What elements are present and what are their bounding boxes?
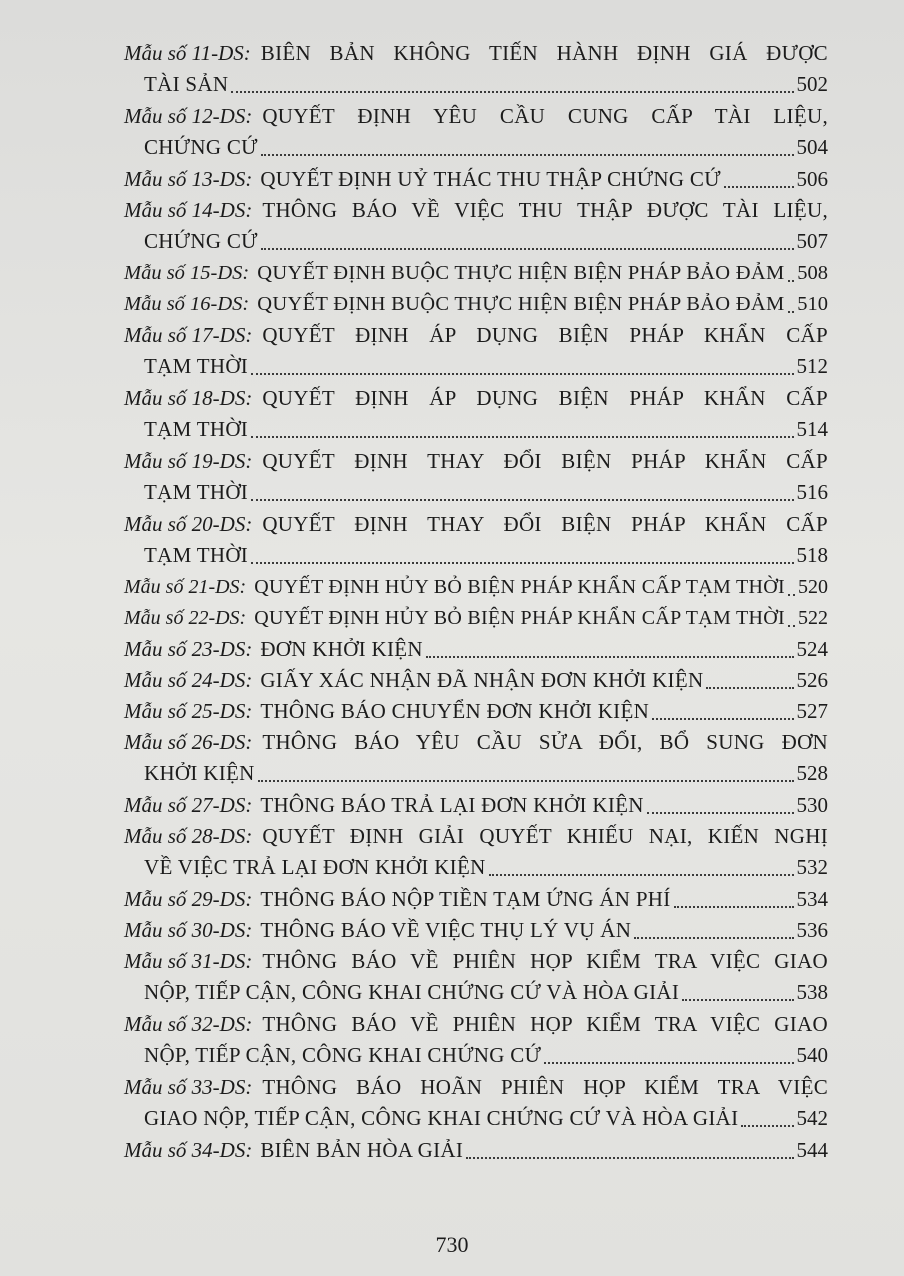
entry-title: THÔNG BÁO VỀ VIỆC THU THẬP ĐƯỢC TÀI LIỆU,: [262, 198, 828, 222]
toc-entry: [124, 1009, 828, 1072]
dot-leader: [682, 999, 793, 1001]
entry-title: QUYẾT ĐỊNH THAY ĐỔI BIỆN PHÁP KHẨN CẤP: [262, 449, 828, 473]
entry-page: 536: [796, 918, 828, 942]
entry-code: Mẫu số 20-DS:: [124, 512, 253, 536]
entry-page: 526: [796, 668, 828, 692]
toc-entry: [124, 821, 828, 884]
dot-leader: [251, 436, 793, 438]
entry-page: 530: [796, 793, 828, 817]
toc-entry: [124, 1072, 828, 1135]
entry-page: 538: [796, 980, 828, 1004]
entry-page: 532: [796, 855, 828, 879]
entry-title-continued: NỘP, TIẾP CẬN, CÔNG KHAI CHỨNG CỨ: [144, 1043, 542, 1067]
entry-page: 534: [796, 887, 828, 911]
entry-page: 540: [796, 1043, 828, 1067]
dot-leader: [652, 718, 793, 720]
toc-entry: [124, 572, 828, 603]
dot-leader: [634, 937, 793, 939]
entry-code: Mẫu số 29-DS:: [124, 887, 253, 911]
entry-page: 502: [796, 72, 828, 96]
entry-title-continued: KHỞI KIỆN: [144, 761, 255, 785]
entry-code: Mẫu số 26-DS:: [124, 730, 253, 754]
dot-leader: [788, 280, 795, 282]
entry-title-continued: TẠM THỜI: [144, 543, 249, 567]
entry-code: Mẫu số 18-DS:: [124, 386, 253, 410]
entry-title: THÔNG BÁO CHUYỂN ĐƠN KHỞI KIỆN: [260, 699, 650, 723]
entry-code: Mẫu số 31-DS:: [124, 949, 253, 973]
toc-entry: [124, 164, 828, 195]
entry-page: 514: [796, 417, 828, 441]
dot-leader: [706, 687, 793, 689]
entry-title-continued: NỘP, TIẾP CẬN, CÔNG KHAI CHỨNG CỨ VÀ HÒA GIẢI: [144, 980, 680, 1004]
entry-page: 520: [798, 576, 828, 598]
entry-code: Mẫu số 28-DS:: [124, 824, 253, 848]
entry-code: Mẫu số 16-DS:: [124, 293, 250, 315]
dot-leader: [466, 1157, 793, 1159]
entry-title: THÔNG BÁO VỀ PHIÊN HỌP KIỂM TRA VIỆC GIAO: [262, 1012, 828, 1036]
dot-leader: [741, 1125, 793, 1127]
entry-page: 507: [796, 229, 828, 253]
entry-title-continued: CHỨNG CỨ: [144, 135, 258, 159]
entry-code: Mẫu số 13-DS:: [124, 167, 253, 191]
entry-code: Mẫu số 12-DS:: [124, 104, 253, 128]
toc-entry: [124, 915, 828, 946]
toc-entry: [124, 884, 828, 915]
entry-page: 544: [796, 1138, 828, 1162]
entry-page: 527: [796, 699, 828, 723]
toc-entry: [124, 790, 828, 821]
toc-entry: [124, 727, 828, 790]
dot-leader: [647, 812, 794, 814]
entry-title-continued: TÀI SẢN: [144, 72, 229, 96]
entry-page: 512: [796, 354, 828, 378]
entry-page: 528: [796, 761, 828, 785]
dot-leader: [231, 91, 793, 93]
toc-entry: [124, 38, 828, 101]
entry-code: Mẫu số 32-DS:: [124, 1012, 253, 1036]
dot-leader: [261, 248, 794, 250]
toc-entry: [124, 320, 828, 383]
entry-code: Mẫu số 33-DS:: [124, 1075, 253, 1099]
dot-leader: [251, 562, 793, 564]
dot-leader: [489, 874, 794, 876]
entry-code: Mẫu số 27-DS:: [124, 793, 253, 817]
entry-page: 508: [797, 262, 828, 284]
toc-entry: [124, 665, 828, 696]
dot-leader: [426, 656, 794, 658]
entry-title-continued: GIAO NỘP, TIẾP CẬN, CÔNG KHAI CHỨNG CỨ VÀ HÒA GIẢI: [144, 1106, 739, 1130]
entry-title: QUYẾT ĐỊNH ÁP DỤNG BIỆN PHÁP KHẨN CẤP: [262, 386, 828, 410]
toc-entry: [124, 258, 828, 289]
entry-title: BIÊN BẢN KHÔNG TIẾN HÀNH ĐỊNH GIÁ ĐƯỢC: [260, 41, 828, 65]
entry-title-continued: CHỨNG CỨ: [144, 229, 258, 253]
entry-title: QUYẾT ĐỊNH BUỘC THỰC HIỆN BIỆN PHÁP BẢO ĐẢM: [257, 293, 785, 315]
entry-code: Mẫu số 23-DS:: [124, 637, 253, 661]
toc-entry: [124, 383, 828, 446]
entry-code: Mẫu số 34-DS:: [124, 1138, 253, 1162]
entry-page: 510: [797, 293, 828, 315]
entry-title: THÔNG BÁO VỀ VIỆC THỤ LÝ VỤ ÁN: [260, 918, 632, 942]
entry-title-continued: VỀ VIỆC TRẢ LẠI ĐƠN KHỞI KIỆN: [144, 855, 486, 879]
toc-entry: [124, 446, 828, 509]
entry-code: Mẫu số 17-DS:: [124, 323, 253, 347]
toc-entry: [124, 289, 828, 320]
entry-title-continued: TẠM THỜI: [144, 417, 249, 441]
entry-page: 524: [796, 637, 828, 661]
entry-title: THÔNG BÁO NỘP TIỀN TẠM ỨNG ÁN PHÍ: [260, 887, 671, 911]
entry-code: Mẫu số 19-DS:: [124, 449, 253, 473]
toc-entry: [124, 603, 828, 634]
entry-code: Mẫu số 22-DS:: [124, 607, 247, 629]
dot-leader: [788, 625, 795, 627]
dot-leader: [251, 499, 793, 501]
toc-entry: [124, 696, 828, 727]
entry-page: 504: [796, 135, 828, 159]
entry-title: THÔNG BÁO HOÃN PHIÊN HỌP KIỂM TRA VIỆC: [262, 1075, 828, 1099]
entry-page: 518: [796, 543, 828, 567]
entry-code: Mẫu số 11-DS:: [124, 41, 251, 65]
entry-title: QUYẾT ĐỊNH HỦY BỎ BIỆN PHÁP KHẨN CẤP TẠM THỜI: [254, 576, 785, 598]
entry-title-continued: TẠM THỜI: [144, 354, 249, 378]
dot-leader: [724, 186, 794, 188]
toc-entry: [124, 509, 828, 572]
entry-title-continued: TẠM THỜI: [144, 480, 249, 504]
toc-entry: [124, 634, 828, 665]
entry-title: QUYẾT ĐỊNH YÊU CẦU CUNG CẤP TÀI LIỆU,: [262, 104, 828, 128]
dot-leader: [544, 1062, 793, 1064]
page-number: 730: [435, 1232, 469, 1257]
dot-leader: [251, 373, 793, 375]
entry-page: 506: [796, 167, 828, 191]
entry-title: ĐƠN KHỞI KIỆN: [260, 637, 423, 661]
entry-title: QUYẾT ĐỊNH ÁP DỤNG BIỆN PHÁP KHẨN CẤP: [262, 323, 828, 347]
entry-title: QUYẾT ĐỊNH UỶ THÁC THU THẬP CHỨNG CỨ: [260, 167, 721, 191]
toc-entry: [124, 1135, 828, 1166]
entry-code: Mẫu số 21-DS:: [124, 576, 247, 598]
dot-leader: [674, 906, 794, 908]
entry-title: QUYẾT ĐỊNH HỦY BỎ BIỆN PHÁP KHẨN CẤP TẠM THỜI: [254, 607, 785, 629]
toc-entry: [124, 101, 828, 164]
dot-leader: [788, 594, 795, 596]
entry-code: Mẫu số 25-DS:: [124, 699, 253, 723]
entry-title: QUYẾT ĐỊNH BUỘC THỰC HIỆN BIỆN PHÁP BẢO ĐẢM: [257, 262, 785, 284]
entry-code: Mẫu số 30-DS:: [124, 918, 253, 942]
toc-entry: [124, 946, 828, 1009]
dot-leader: [788, 311, 795, 313]
toc-entry: [124, 195, 828, 258]
entry-title: QUYẾT ĐỊNH GIẢI QUYẾT KHIẾU NẠI, KIẾN NGHỊ: [262, 824, 828, 848]
entry-code: Mẫu số 15-DS:: [124, 262, 250, 284]
entry-title: THÔNG BÁO TRẢ LẠI ĐƠN KHỞI KIỆN: [260, 793, 644, 817]
table-of-contents: [124, 38, 828, 1166]
entry-page: 522: [798, 607, 828, 629]
entry-code: Mẫu số 14-DS:: [124, 198, 253, 222]
entry-title: GIẤY XÁC NHẬN ĐÃ NHẬN ĐƠN KHỞI KIỆN: [260, 668, 704, 692]
entry-page: 542: [796, 1106, 828, 1130]
entry-title: QUYẾT ĐỊNH THAY ĐỔI BIỆN PHÁP KHẨN CẤP: [262, 512, 828, 536]
dot-leader: [258, 780, 794, 782]
entry-code: Mẫu số 24-DS:: [124, 668, 253, 692]
entry-page: 516: [796, 480, 828, 504]
entry-title: THÔNG BÁO VỀ PHIÊN HỌP KIỂM TRA VIỆC GIAO: [262, 949, 828, 973]
entry-title: BIÊN BẢN HÒA GIẢI: [260, 1138, 464, 1162]
entry-title: THÔNG BÁO YÊU CẦU SỬA ĐỔI, BỔ SUNG ĐƠN: [262, 730, 828, 754]
dot-leader: [261, 154, 794, 156]
